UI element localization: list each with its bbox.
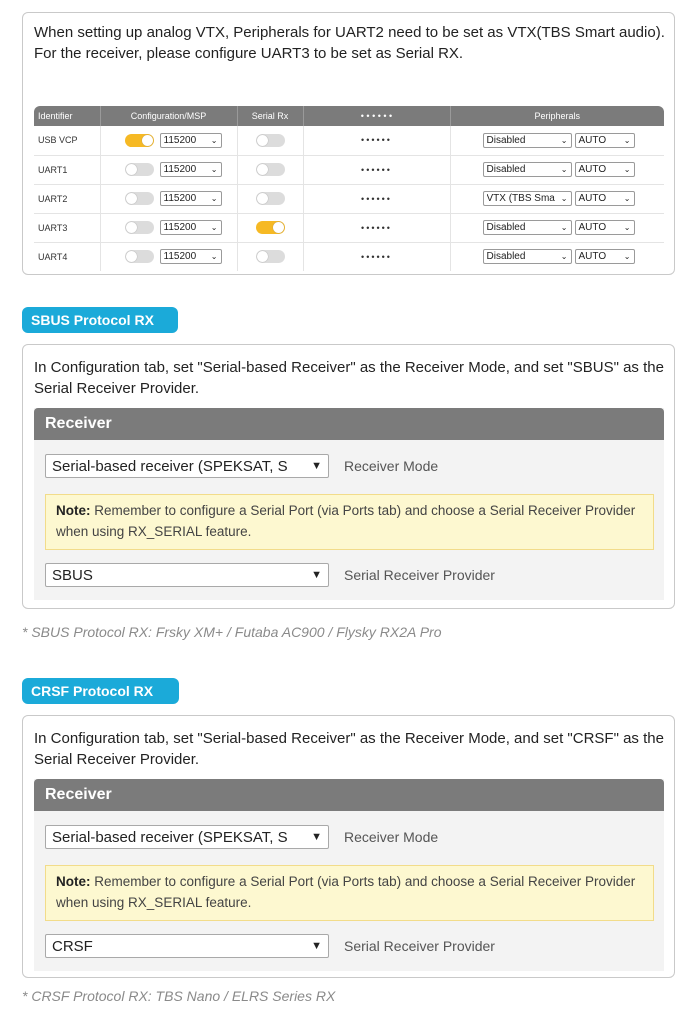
peripheral-select[interactable] [483,249,572,264]
peripherals-cell [450,126,664,155]
header-peripherals: Peripherals [450,106,664,126]
msp-toggle[interactable] [125,134,154,147]
peripherals-cell [450,184,664,213]
chevron-down-icon: ⌄ [560,194,568,203]
port-config-cell [100,213,237,242]
peripheral-value: Disabled [486,134,526,146]
peripherals-cell [450,213,664,242]
baud-select[interactable] [160,220,222,235]
sbus-caption: * SBUS Protocol RX: Frsky XM+ / Futaba AC900 / Flysky RX2A Pro [22,624,442,640]
crsf-provider-label: Serial Receiver Provider [344,938,495,954]
serial-rx-cell [237,155,303,184]
serial-rx-cell [237,213,303,242]
port-config-cell [100,155,237,184]
port-config-cell [100,242,237,271]
ports-table [34,106,664,271]
chevron-down-icon: ⌄ [623,252,631,262]
table-row [34,155,664,184]
peripheral-select[interactable] [483,191,572,206]
hidden-columns-cell: •••••• [303,184,450,213]
port-identifier: UART3 [34,213,100,242]
baud-value: 115200 [163,164,197,175]
baud-value: 115200 [163,193,197,204]
peripherals-cell [450,155,664,184]
table-row [34,242,664,271]
msp-toggle[interactable] [125,163,154,176]
crsf-provider-row [45,934,495,958]
speed-value: AUTO [578,193,607,204]
ports-card [22,12,675,275]
sbus-receiver-panel [34,408,664,600]
peripheral-value: Disabled [486,164,526,175]
speed-value: AUTO [578,164,607,175]
sbus-note [45,494,654,550]
baud-select[interactable] [160,162,222,177]
speed-value: AUTO [578,222,607,233]
peripheral-value: VTX (TBS Sma [486,193,555,204]
dropdown-arrow-icon: ▼ [311,460,322,472]
peripheral-value: Disabled [486,222,526,233]
chevron-down-icon: ⌄ [210,135,218,145]
sbus-receiver-title: Receiver [34,408,664,440]
serial-rx-toggle[interactable] [256,221,285,234]
baud-select[interactable] [160,133,222,148]
ports-intro-line2: For the receiver, please configure UART3 to be set as Serial RX. [34,45,464,62]
chevron-down-icon: ⌄ [623,194,631,203]
dropdown-arrow-icon: ▼ [311,940,322,952]
crsf-receiver-mode-label: Receiver Mode [344,829,439,845]
sbus-instructions: In Configuration tab, set "Serial-based Receiver" as the Receiver Mode, and set "SBUS" as the Serial Receiver Provider. [34,359,664,397]
dropdown-arrow-icon: ▼ [311,831,322,843]
baud-select[interactable] [160,191,222,206]
table-row [34,126,664,155]
ports-intro [34,22,669,64]
peripheral-speed-select[interactable] [575,133,635,148]
crsf-note [45,865,654,921]
port-identifier: UART1 [34,155,100,184]
port-config-cell [100,184,237,213]
sbus-section-tag: SBUS Protocol RX [22,307,178,333]
chevron-down-icon: ⌄ [560,252,568,262]
chevron-down-icon: ⌄ [623,223,631,232]
serial-rx-cell [237,242,303,271]
crsf-provider-value: CRSF [52,937,93,955]
crsf-receiver-mode-value: Serial-based receiver (SPEKSAT, S [52,828,288,846]
crsf-receiver-title: Receiver [34,779,664,811]
crsf-note-text: Remember to configure a Serial Port (via Ports tab) and choose a Serial Receiver Provider when using RX_SERIAL feature. [56,874,636,910]
crsf-caption: * CRSF Protocol RX: TBS Nano / ELRS Series RX [22,988,336,1004]
serial-rx-toggle[interactable] [256,163,285,176]
sbus-provider-label: Serial Receiver Provider [344,567,495,583]
baud-value: 115200 [163,251,197,263]
speed-value: AUTO [578,251,607,263]
chevron-down-icon: ⌄ [560,165,568,174]
header-hidden-columns: • • • • • • [303,106,450,126]
header-serial-rx: Serial Rx [237,106,303,126]
serial-rx-toggle[interactable] [256,134,285,147]
peripheral-speed-select[interactable] [575,249,635,264]
sbus-receiver-mode-select[interactable] [45,454,329,478]
chevron-down-icon: ⌄ [210,165,218,174]
peripheral-speed-select[interactable] [575,162,635,177]
msp-toggle[interactable] [125,250,154,263]
sbus-receiver-mode-value: Serial-based receiver (SPEKSAT, S [52,457,288,475]
crsf-receiver-mode-row [45,825,438,849]
peripheral-select[interactable] [483,162,572,177]
baud-value: 115200 [163,134,197,146]
chevron-down-icon: ⌄ [623,165,631,174]
dropdown-arrow-icon: ▼ [311,569,322,581]
table-row [34,184,664,213]
sbus-note-bold: Note: [56,503,91,518]
port-identifier: USB VCP [34,126,100,155]
sbus-provider-value: SBUS [52,566,93,584]
chevron-down-icon: ⌄ [210,223,218,232]
chevron-down-icon: ⌄ [210,252,218,262]
serial-rx-toggle[interactable] [256,250,285,263]
msp-toggle[interactable] [125,192,154,205]
serial-rx-cell [237,126,303,155]
sbus-card [22,344,675,609]
ports-table-header [34,106,664,126]
crsf-instructions: In Configuration tab, set "Serial-based Receiver" as the Receiver Mode, and set "CRSF" as the Serial Receiver Provider. [34,730,664,768]
sbus-note-text: Remember to configure a Serial Port (via Ports tab) and choose a Serial Receiver Provider when using RX_SERIAL feature. [56,503,636,539]
serial-rx-cell [237,184,303,213]
peripheral-speed-select[interactable] [575,220,635,235]
peripheral-select[interactable] [483,133,572,148]
crsf-note-bold: Note: [56,874,91,889]
peripheral-value: Disabled [486,251,526,263]
ports-intro-line1: When setting up analog VTX, Peripherals for UART2 need to be set as VTX(TBS Smart audio). [34,24,665,41]
sbus-provider-row [45,563,495,587]
hidden-columns-cell: •••••• [303,242,450,271]
chevron-down-icon: ⌄ [623,135,631,145]
sbus-receiver-mode-label: Receiver Mode [344,458,439,474]
port-identifier: UART2 [34,184,100,213]
port-identifier: UART4 [34,242,100,271]
sbus-provider-select[interactable] [45,563,329,587]
crsf-receiver-mode-select[interactable] [45,825,329,849]
peripheral-speed-select[interactable] [575,191,635,206]
crsf-section-tag: CRSF Protocol RX [22,678,179,704]
hidden-columns-cell: •••••• [303,126,450,155]
crsf-card [22,715,675,978]
hidden-columns-cell: •••••• [303,213,450,242]
peripheral-select[interactable] [483,220,572,235]
baud-value: 115200 [163,222,197,233]
table-row [34,213,664,242]
serial-rx-toggle[interactable] [256,192,285,205]
chevron-down-icon: ⌄ [560,135,568,145]
crsf-receiver-panel [34,779,664,971]
chevron-down-icon: ⌄ [210,194,218,203]
crsf-provider-select[interactable] [45,934,329,958]
chevron-down-icon: ⌄ [560,223,568,232]
sbus-receiver-mode-row [45,454,438,478]
header-identifier: Identifier [34,106,100,126]
header-configuration-msp: Configuration/MSP [100,106,237,126]
speed-value: AUTO [578,134,607,146]
peripherals-cell [450,242,664,271]
baud-select[interactable] [160,249,222,264]
port-config-cell [100,126,237,155]
hidden-columns-cell: •••••• [303,155,450,184]
msp-toggle[interactable] [125,221,154,234]
